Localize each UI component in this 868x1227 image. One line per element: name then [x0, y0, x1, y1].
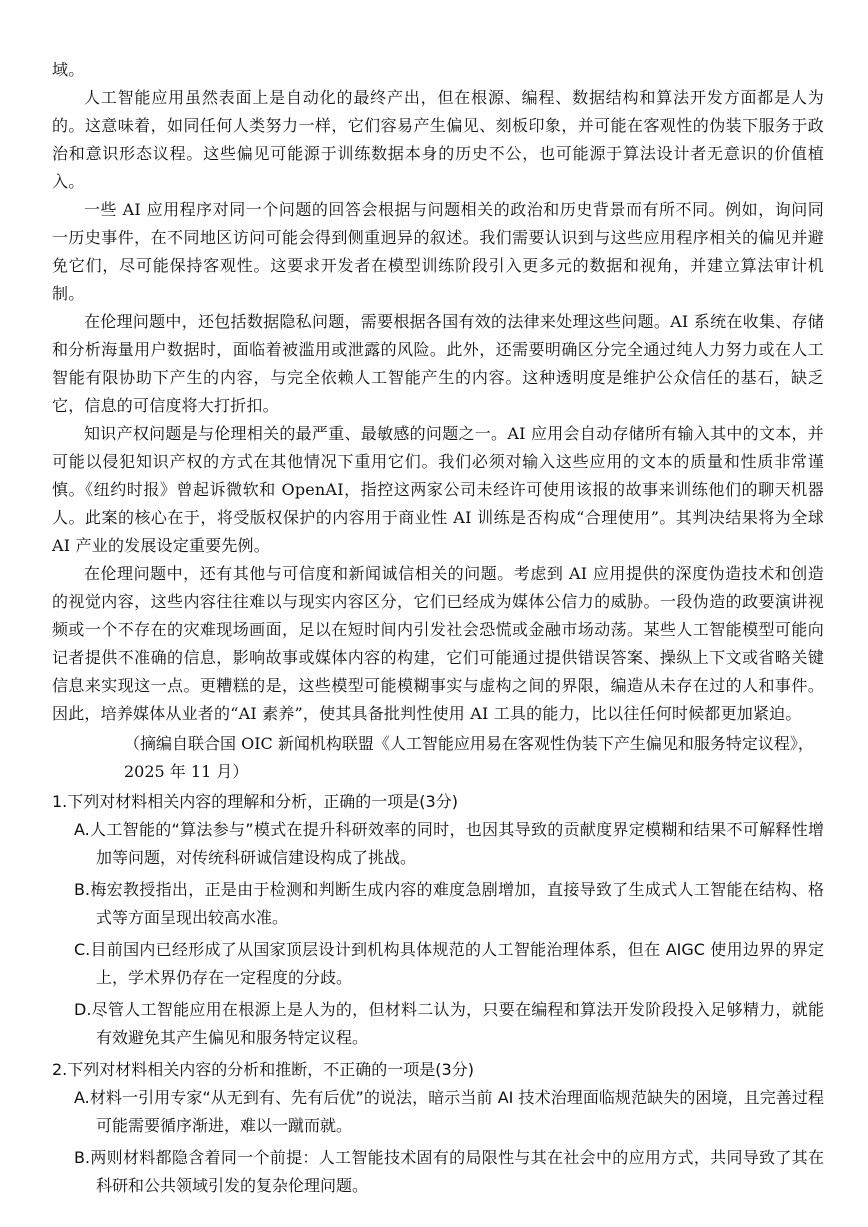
question-1-option-b: B.梅宏教授指出，正是由于检测和判断生成内容的难度急剧增加，直接导致了生成式人工智能在结构、格式等方面呈现出较高水准。: [74, 880, 824, 927]
question-1-option-c: C.目前国内已经形成了从国家顶层设计到机构具体规范的人工智能治理体系，但在 AIGC 使用边界的界定上，学术界仍存在一定程度的分歧。: [74, 940, 824, 987]
paragraph-credibility: 在伦理问题中，还有其他与可信度和新闻诚信相关的问题。考虑到 AI 应用提供的深度伪造技术和创造的视觉内容，这些内容往往难以与现实内容区分，它们已经成为媒体公信力的威胁。一段伪造的政要演讲视频或一个不存在的灾难现场画面，足以在短时间内引发社会恐慌或金融市场动荡。某些人工智能模型可能向记者提供不准确的信息，影响故事或媒体内容的构建，它们可能通过提供错误答案、操纵上下文或省略关键信息来实现这一点。更糟糕的是，这些模型可能模糊事实与虚构之间的界限，编造从未存在过的人和事件。因此，培养媒体从业者的“AI 素养”，使其具备批判性使用 AI 工具的能力，比以往任何时候都更加紧迫。: [52, 564, 824, 723]
paragraph-bias: 人工智能应用虽然表面上是自动化的最终产出，但在根源、编程、数据结构和算法开发方面都是人为的。这意味着，如同任何人类努力一样，它们容易产生偏见、刻板印象，并可能在客观性的伪装下服务于政治和意识形态议程。这些偏见可能源于训练数据本身的历史不公，也可能源于算法设计者无意识的价值植入。: [52, 88, 824, 191]
question-2: [52, 1056, 824, 1200]
question-1-stem: 1.下列对材料相关内容的理解和分析，正确的一项是(3分): [52, 792, 458, 811]
question-1: [52, 788, 824, 1052]
paragraph-intellectual-property: 知识产权问题是与伦理相关的最严重、最敏感的问题之一。AI 应用会自动存储所有输入其中的文本，并可能以侵犯知识产权的方式在其他情况下重用它们。我们必须对输入这些应用的文本的质量和性质非常谨慎。《纽约时报》曾起诉微软和 OpenAI，指控这两家公司未经许可使用该报的故事来训练他们的聊天机器人。此案的核心在于，将受版权保护的内容用于商业性 AI 训练是否构成“合理使用”。其判决结果将为全球 AI 产业的发展设定重要先例。: [52, 424, 824, 555]
question-1-option-d: D.尽管人工智能应用在根源上是人为的，但材料二认为，只要在编程和算法开发阶段投入足够精力，就能有效避免其产生偏见和服务特定议程。: [74, 1000, 824, 1047]
source-citation: （摘编自联合国 OIC 新闻机构联盟《人工智能应用易在客观性伪装下产生偏见和服务特定议程》，2025 年 11 月）: [124, 734, 814, 781]
question-2-option-b: B.两则材料都隐含着同一个前提：人工智能技术固有的局限性与其在社会中的应用方式，共同导致了其在科研和公共领域引发的复杂伦理问题。: [74, 1148, 824, 1195]
paragraph-data-privacy: 在伦理问题中，还包括数据隐私问题，需要根据各国有效的法律来处理这些问题。AI 系统在收集、存储和分析海量用户数据时，面临着被滥用或泄露的风险。此外，还需要明确区分完全通过纯人力努力或在人工智能有限协助下产生的内容，与完全依赖人工智能产生的内容。这种透明度是维护公众信任的基石，缺乏它，信息的可信度将大打折扣。: [52, 312, 824, 415]
question-2-stem: 2.下列对材料相关内容的分析和推断，不正确的一项是(3分): [52, 1060, 474, 1079]
paragraph-continuation: 域。: [52, 60, 85, 79]
question-2-option-a: A.材料一引用专家“从无到有、先有后优”的说法，暗示当前 AI 技术治理面临规范缺失的困境，且完善过程可能需要循序渐进，难以一蹴而就。: [74, 1088, 824, 1135]
paragraph-political-context: 一些 AI 应用程序对同一个问题的回答会根据与问题相关的政治和历史背景而有所不同。例如，询问同一历史事件，在不同地区访问可能会得到侧重迥异的叙述。我们需要认识到与这些应用程序相关的偏见并避免它们，尽可能保持客观性。这要求开发者在模型训练阶段引入更多元的数据和视角，并建立算法审计机制。: [52, 200, 824, 303]
question-1-option-a: A.人工智能的“算法参与”模式在提升科研效率的同时，也因其导致的贡献度界定模糊和结果不可解释性增加等问题，对传统科研诚信建设构成了挑战。: [74, 820, 824, 867]
